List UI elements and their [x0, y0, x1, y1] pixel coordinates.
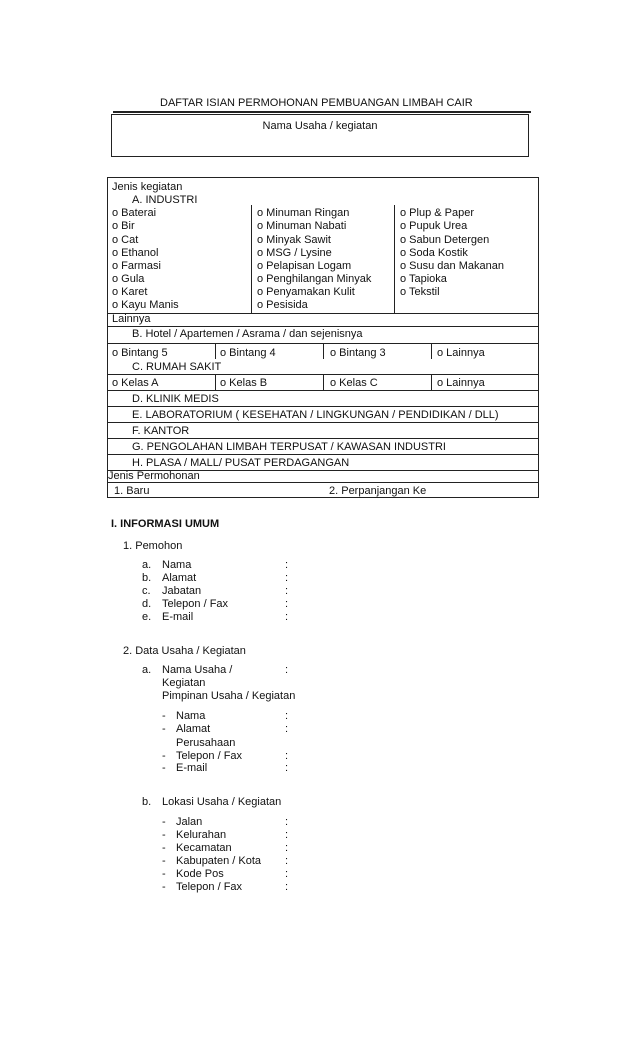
jenis-permohonan-label: Jenis Permohonan — [108, 470, 200, 482]
kelas-option[interactable]: o Lainnya — [437, 377, 485, 389]
kegiatan-option[interactable]: F. KANTOR — [132, 425, 190, 437]
kegiatan-option[interactable]: E. LABORATORIUM ( KESEHATAN / LINGKUNGAN / PENDIDIKAN / DLL) — [132, 409, 499, 421]
permohonan-perpanjangan[interactable]: 2. Perpanjangan Ke — [329, 485, 427, 497]
dash: - — [162, 881, 166, 893]
dash: - — [162, 816, 166, 828]
industri-option[interactable]: o Minyak Sawit — [257, 234, 331, 246]
field-label: Alamat — [162, 572, 197, 584]
field-colon: : — [285, 723, 289, 735]
industri-option[interactable]: o Soda Kostik — [400, 247, 468, 259]
kelas-option[interactable]: o Kelas B — [220, 377, 268, 389]
dash: - — [162, 842, 166, 854]
field-colon: : — [285, 829, 289, 841]
industri-option[interactable]: o Penyamakan Kulit — [257, 286, 355, 298]
row-divider — [107, 406, 539, 407]
field-colon: : — [285, 881, 289, 893]
nama-usaha-label: Nama Usaha / kegiatan — [262, 120, 378, 132]
field-label: Jalan — [176, 816, 203, 828]
col-divider — [394, 205, 395, 313]
row-divider — [107, 438, 539, 439]
dash: - — [162, 710, 166, 722]
field-label: Alamat — [176, 723, 211, 735]
field-letter: b. — [142, 796, 152, 808]
col-divider — [431, 343, 432, 359]
nama-usaha-field-label-cont: Kegiatan — [162, 677, 206, 689]
bintang-option[interactable]: o Bintang 3 — [330, 347, 386, 359]
industri-option[interactable]: o Minuman Ringan — [257, 207, 350, 219]
industri-option[interactable]: o Minuman Nabati — [257, 220, 347, 232]
row-divider — [107, 326, 539, 327]
dash: - — [162, 723, 166, 735]
kelas-option[interactable]: o Kelas A — [112, 377, 159, 389]
industri-option[interactable]: o Ethanol — [112, 247, 159, 259]
field-label: Telepon / Fax — [176, 881, 243, 893]
field-colon: : — [285, 572, 289, 584]
field-label: Telepon / Fax — [162, 598, 229, 610]
kegiatan-option[interactable]: D. KLINIK MEDIS — [132, 393, 219, 405]
industri-option[interactable]: o Baterai — [112, 207, 157, 219]
industri-option[interactable]: o MSG / Lysine — [257, 247, 332, 259]
field-letter: a. — [142, 664, 152, 676]
field-colon: : — [285, 585, 289, 597]
field-colon: : — [285, 559, 289, 571]
field-label: E-mail — [162, 611, 194, 623]
dash: - — [162, 855, 166, 867]
pemohon-label: 1. Pemohon — [123, 540, 183, 552]
field-label: Kode Pos — [176, 868, 224, 880]
lainnya-label: Lainnya — [112, 313, 151, 325]
col-divider — [251, 205, 252, 313]
nama-usaha-field-label: Nama Usaha / — [162, 664, 233, 676]
field-letter: a. — [142, 559, 152, 571]
page-title: DAFTAR ISIAN PERMOHONAN PEMBUANGAN LIMBAH CAIR — [160, 97, 473, 109]
row-divider — [107, 390, 539, 391]
industri-option[interactable]: o Tapioka — [400, 273, 447, 285]
field-label: Kecamatan — [176, 842, 232, 854]
field-label: Kabupaten / Kota — [176, 855, 262, 867]
field-colon: : — [285, 762, 289, 774]
industri-option[interactable]: o Penghilangan Minyak — [257, 273, 372, 285]
field-colon: : — [285, 816, 289, 828]
dash: - — [162, 868, 166, 880]
field-colon: : — [285, 842, 289, 854]
industri-option[interactable]: o Kayu Manis — [112, 299, 179, 311]
industri-option[interactable]: o Sabun Detergen — [400, 234, 490, 246]
data-usaha-label: 2. Data Usaha / Kegiatan — [123, 645, 246, 657]
field-label: Telepon / Fax — [176, 750, 243, 762]
industri-option[interactable]: o Tekstil — [400, 286, 440, 298]
industri-option[interactable]: o Pupuk Urea — [400, 220, 468, 232]
kegiatan-option[interactable]: G. PENGOLAHAN LIMBAH TERPUSAT / KAWASAN INDUSTRI — [132, 441, 446, 453]
dash: - — [162, 762, 166, 774]
field-colon: : — [285, 750, 289, 762]
title-underline — [113, 111, 531, 113]
industri-option[interactable]: o Pesisida — [257, 299, 308, 311]
field-letter: c. — [142, 585, 151, 597]
section-heading: I. INFORMASI UMUM — [111, 518, 220, 530]
jenis-kegiatan-label: Jenis kegiatan — [112, 181, 183, 193]
pimpinan-label: Pimpinan Usaha / Kegiatan — [162, 690, 296, 702]
col-divider — [215, 374, 216, 390]
industri-option[interactable]: o Farmasi — [112, 260, 161, 272]
field-label: Jabatan — [162, 585, 202, 597]
kegiatan-option[interactable]: H. PLASA / MALL/ PUSAT PERDAGANGAN — [132, 457, 350, 469]
lokasi-label: Lokasi Usaha / Kegiatan — [162, 796, 282, 808]
industri-option[interactable]: o Karet — [112, 286, 148, 298]
industri-option[interactable]: o Pelapisan Logam — [257, 260, 352, 272]
field-colon: : — [285, 598, 289, 610]
industri-option[interactable]: o Bir — [112, 220, 135, 232]
field-label: Nama — [176, 710, 206, 722]
field-colon: : — [285, 868, 289, 880]
row-divider — [107, 454, 539, 455]
field-label-cont: Perusahaan — [176, 737, 236, 749]
field-letter: b. — [142, 572, 152, 584]
field-label: E-mail — [176, 762, 208, 774]
dash: - — [162, 750, 166, 762]
dash: - — [162, 829, 166, 841]
col-divider — [323, 343, 324, 359]
col-divider — [215, 343, 216, 359]
field-colon: : — [285, 855, 289, 867]
bintang-option[interactable]: o Lainnya — [437, 347, 485, 359]
field-label: Kelurahan — [176, 829, 227, 841]
nama-usaha-box[interactable] — [111, 114, 529, 157]
industri-option[interactable]: o Plup & Paper — [400, 207, 474, 219]
field-colon: : — [285, 710, 289, 722]
field-letter: d. — [142, 598, 152, 610]
field-colon: : — [285, 664, 289, 676]
industri-option[interactable]: o Gula — [112, 273, 145, 285]
permohonan-baru[interactable]: 1. Baru — [114, 485, 150, 497]
hotel-label: B. Hotel / Apartemen / Asrama / dan sejenisnya — [132, 328, 363, 340]
bintang-option[interactable]: o Bintang 4 — [220, 347, 276, 359]
field-label: Nama — [162, 559, 192, 571]
field-letter: e. — [142, 611, 152, 623]
kelas-option[interactable]: o Kelas C — [330, 377, 378, 389]
bintang-option[interactable]: o Bintang 5 — [112, 347, 168, 359]
industri-option[interactable]: o Cat — [112, 234, 139, 246]
industri-option[interactable]: o Susu dan Makanan — [400, 260, 504, 272]
industri-label: A. INDUSTRI — [132, 194, 198, 206]
rumah-sakit-label: C. RUMAH SAKIT — [132, 361, 222, 373]
col-divider — [431, 374, 432, 390]
col-divider — [323, 374, 324, 390]
row-divider — [107, 422, 539, 423]
field-colon: : — [285, 611, 289, 623]
row-divider — [107, 313, 539, 314]
